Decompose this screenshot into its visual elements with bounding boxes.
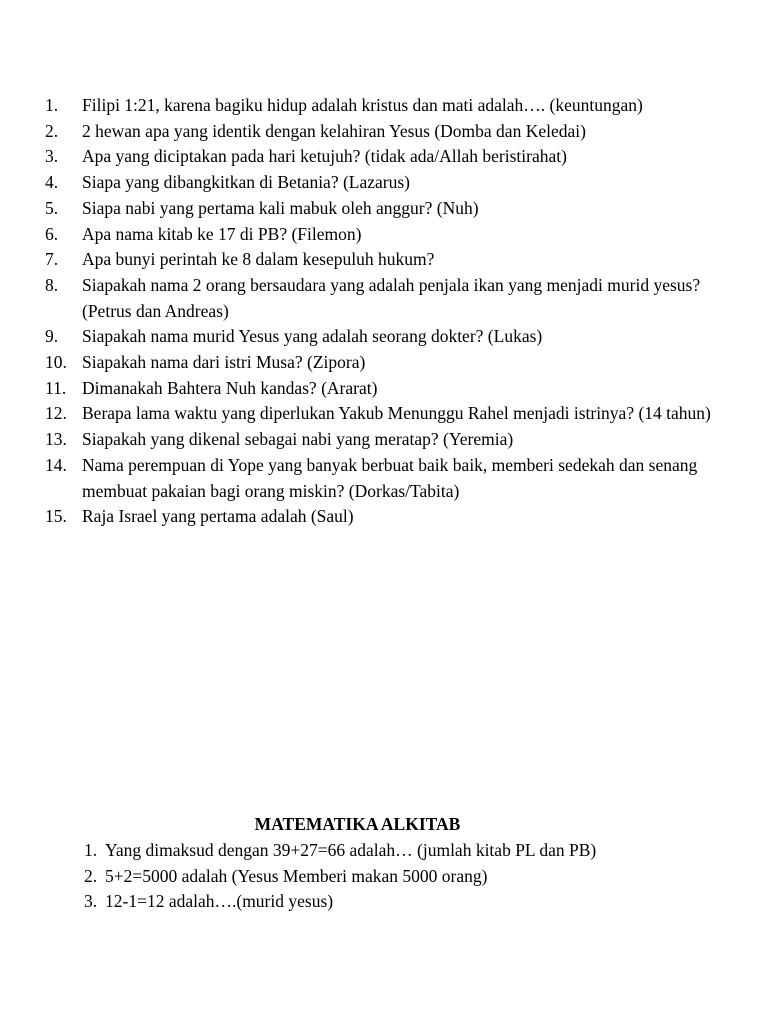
question-item — [45, 170, 725, 196]
question-text: Siapa nabi yang pertama kali mabuk oleh anggur? (Nuh) — [82, 197, 479, 218]
question-number: 11. — [45, 377, 67, 398]
math-item-number: 1. — [84, 840, 98, 860]
question-item — [45, 196, 725, 222]
question-number: 15. — [45, 506, 67, 527]
question-text: Raja Israel yang pertama adalah (Saul) — [82, 506, 354, 527]
question-number: 12. — [45, 403, 67, 424]
question-item — [45, 453, 725, 504]
question-text: Siapakah nama murid Yesus yang adalah seorang dokter? (Lukas) — [82, 326, 543, 347]
question-number: 6. — [45, 223, 59, 244]
question-item — [45, 427, 725, 453]
question-text: Apa bunyi perintah ke 8 dalam kesepuluh hukum? — [82, 249, 435, 270]
question-text: Siapakah yang dikenal sebagai nabi yang meratap? (Yeremia) — [82, 429, 514, 450]
question-number: 5. — [45, 197, 59, 218]
question-number: 9. — [45, 326, 59, 347]
question-number: 4. — [45, 172, 59, 193]
question-text: Dimanakah Bahtera Nuh kandas? (Ararat) — [82, 377, 378, 398]
math-item-number: 2. — [84, 865, 98, 886]
question-text: Apa nama kitab ke 17 di PB? (Filemon) — [82, 223, 362, 244]
question-text: Filipi 1:21, karena bagiku hidup adalah kristus dan mati adalah…. (keuntungan) — [82, 95, 643, 115]
question-item — [45, 504, 725, 530]
question-item — [45, 273, 725, 324]
question-text: Nama perempuan di Yope yang banyak berbuat baik baik, memberi sedekah dan senang membuat pakaian bagi orang miskin? (Dorkas/Tabita) — [82, 454, 698, 501]
math-item — [84, 889, 724, 915]
question-item — [45, 144, 725, 170]
question-text: Berapa lama waktu yang diperlukan Yakub Menunggu Rahel menjadi istrinya? (14 tahun) — [82, 403, 711, 424]
section-title: MATEMATIKA ALKITAB — [254, 814, 461, 834]
question-text: Siapakah nama dari istri Musa? (Zipora) — [82, 352, 366, 373]
question-text: 2 hewan apa yang identik dengan kelahiran Yesus (Domba dan Keledai) — [82, 120, 586, 141]
math-item-text: 12-1=12 adalah….(murid yesus) — [105, 891, 334, 912]
question-number: 14. — [45, 454, 67, 475]
question-number: 1. — [45, 95, 59, 115]
question-item — [45, 119, 725, 145]
question-text: Siapa yang dibangkitkan di Betania? (Lazarus) — [82, 172, 411, 193]
math-item — [84, 864, 724, 890]
math-item-text: 5+2=5000 adalah (Yesus Memberi makan 5000 orang) — [105, 865, 488, 886]
question-item — [45, 350, 725, 376]
question-number: 2. — [45, 120, 59, 141]
question-number: 7. — [45, 249, 59, 270]
question-item — [45, 324, 725, 350]
question-item — [45, 401, 725, 427]
math-question-list — [84, 838, 724, 915]
math-item-text: Yang dimaksud dengan 39+27=66 adalah… (jumlah kitab PL dan PB) — [105, 840, 597, 860]
quiz-question-list — [45, 93, 725, 530]
question-item — [45, 222, 725, 248]
question-number: 8. — [45, 274, 59, 295]
question-item — [45, 376, 725, 402]
question-item — [45, 247, 725, 273]
math-item-number: 3. — [84, 891, 98, 912]
question-number: 3. — [45, 146, 59, 167]
question-text: Apa yang diciptakan pada hari ketujuh? (tidak ada/Allah beristirahat) — [82, 146, 567, 167]
question-text: Siapakah nama 2 orang bersaudara yang adalah penjala ikan yang menjadi murid yesus?(Petrus dan Andreas) — [82, 274, 701, 321]
math-item — [84, 838, 724, 864]
question-item — [45, 93, 725, 119]
question-number: 10. — [45, 352, 67, 373]
question-number: 13. — [45, 429, 67, 450]
